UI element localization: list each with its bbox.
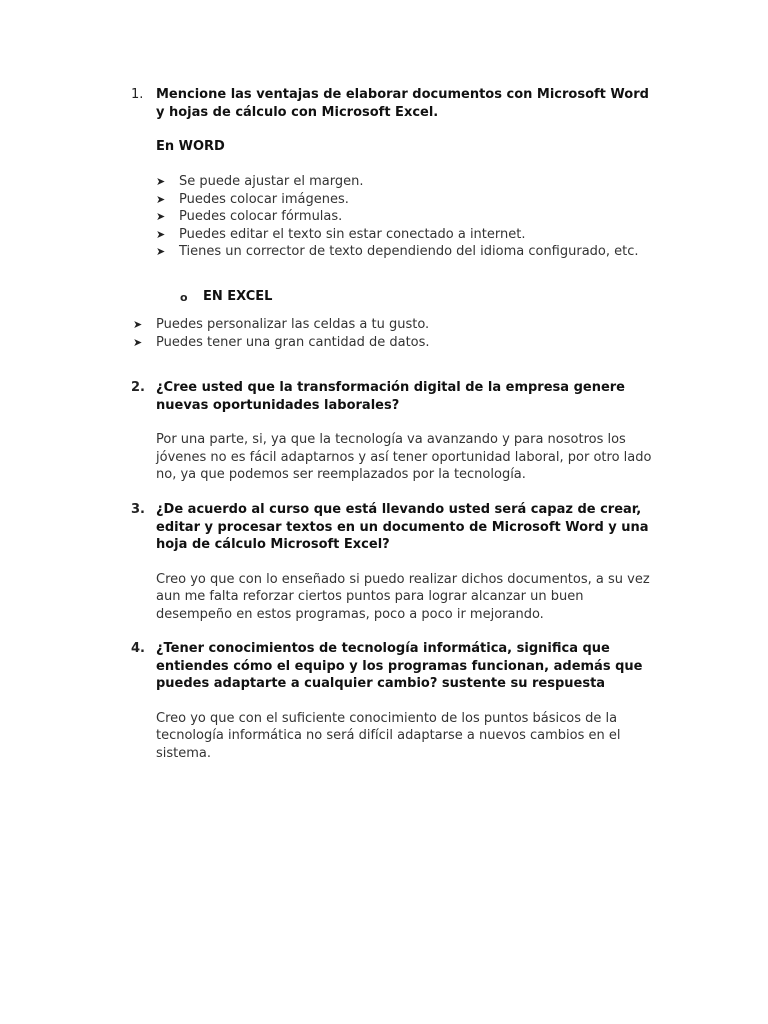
arrow-bullet-icon: ➤ bbox=[133, 318, 143, 331]
question-text: ¿Cree usted que la transformación digital de la empresa genere nuevas oportunidades laborales? bbox=[156, 380, 625, 413]
question-number: 4. bbox=[131, 641, 145, 656]
list-item: ➤ Puedes colocar imágenes. bbox=[156, 191, 349, 207]
excel-advantages-list bbox=[133, 316, 673, 351]
question-number: 3. bbox=[131, 502, 145, 517]
arrow-bullet-icon: ➤ bbox=[156, 192, 166, 206]
list-item: ➤ Se puede ajustar el margen. bbox=[156, 174, 364, 189]
question-text: ¿De acuerdo al curso que está llevando usted será capaz de crear, editar y procesar textos en un documento de Microsoft Word y una hoja de cálculo Microsoft Excel? bbox=[156, 502, 649, 552]
arrow-bullet-icon: ➤ bbox=[156, 210, 166, 223]
arrow-bullet-icon: ➤ bbox=[156, 245, 166, 258]
circle-bullet-icon: o bbox=[180, 291, 188, 304]
arrow-bullet-icon: ➤ bbox=[156, 227, 166, 241]
question-4 bbox=[131, 640, 661, 762]
question-1 bbox=[131, 86, 661, 121]
question-text: ¿Tener conocimientos de tecnología informática, significa que entiendes cómo el equipo y los programas funcionan, además que puedes adaptarte a cualquier cambio? sustente su respuesta bbox=[156, 641, 643, 691]
question-number: 2. bbox=[131, 380, 145, 395]
arrow-bullet-icon: ➤ bbox=[156, 175, 166, 188]
answer-text: Creo yo que con el suficiente conocimiento de los puntos básicos de la tecnología informática no será difícil adaptarse a nuevos cambios en el sistema. bbox=[156, 710, 621, 761]
list-item: ➤ Puedes personalizar las celdas a tu gusto. bbox=[133, 317, 430, 332]
word-advantages-list bbox=[156, 173, 676, 261]
question-number: 1. bbox=[131, 87, 144, 102]
list-item: ➤ Tienes un corrector de texto dependiendo del idioma configurado, etc. bbox=[156, 244, 639, 259]
list-item: ➤ Puedes editar el texto sin estar conectado a internet. bbox=[156, 226, 526, 242]
answer-text: Creo yo que con lo enseñado si puedo realizar dichos documentos, a su vez aun me falta reforzar ciertos puntos para lograr alcanzar un buen desempeño en estos programas, poco a poco ir mejorando. bbox=[156, 571, 650, 622]
excel-heading: EN EXCEL bbox=[203, 289, 273, 304]
list-item: ➤ Puedes tener una gran cantidad de datos. bbox=[133, 334, 430, 350]
arrow-bullet-icon: ➤ bbox=[133, 335, 143, 349]
list-item: ➤ Puedes colocar fórmulas. bbox=[156, 209, 343, 224]
answer-text: Por una parte, si, ya que la tecnología va avanzando y para nosotros los jóvenes no es fácil adaptarnos y así tener oportunidad laboral, por otro lado no, ya que podemos ser reemplazados por la tecnología. bbox=[156, 432, 652, 482]
question-3 bbox=[131, 501, 661, 623]
question-2 bbox=[131, 379, 661, 484]
question-text: Mencione las ventajas de elaborar documentos con Microsoft Word y hojas de cálculo con Microsoft Excel. bbox=[156, 87, 649, 120]
word-heading: En WORD bbox=[156, 139, 225, 154]
